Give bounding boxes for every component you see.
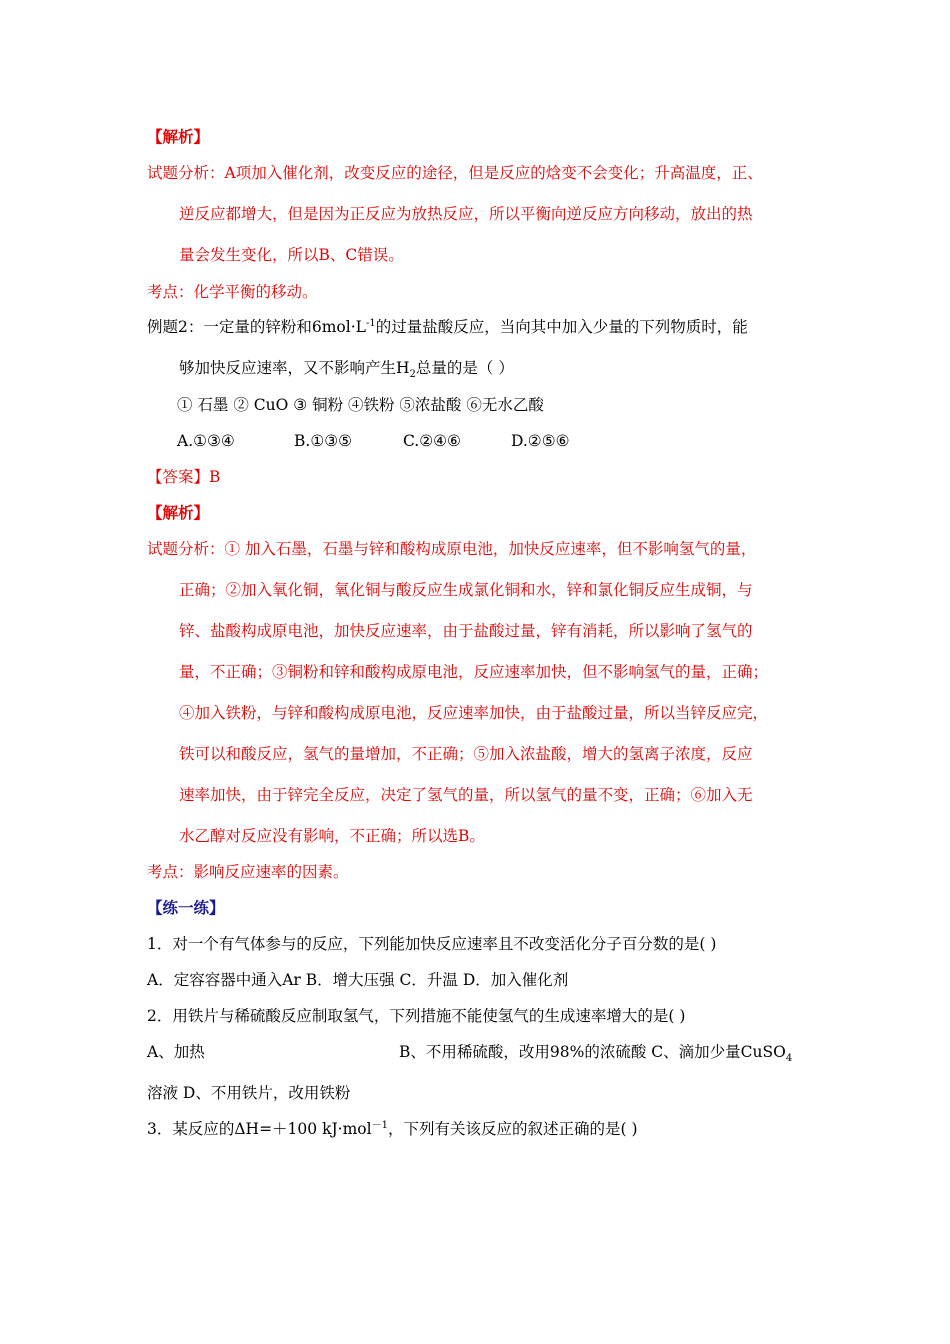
analysis-2-line-4: 量，不正确；③铜粉和锌和酸构成原电池，反应速率加快，但不影响氢气的量，正确； bbox=[179, 663, 769, 681]
practice-q2-options-bc-text: B、不用稀硫酸，改用98%的浓硫酸 C、滴加少量CuSO bbox=[399, 1043, 786, 1061]
practice-q1-options: A．定容容器中通入Ar B．增大压强 C．升温 D．加入催化剂 bbox=[147, 971, 569, 989]
superscript: －1 bbox=[371, 1119, 388, 1131]
practice-q3-text: 3．某反应的ΔH=＋100 kJ·mol bbox=[147, 1120, 372, 1138]
jiexi-heading-2: 【解析】 bbox=[147, 503, 210, 522]
example2-option-c: C.②④⑥ bbox=[403, 432, 461, 450]
kaodian-1: 考点：化学平衡的移动。 bbox=[147, 283, 318, 301]
example2-q1-text-end: 的过量盐酸反应，当向其中加入少量的下列物质时，能 bbox=[375, 318, 748, 336]
example2-question-line-1 bbox=[147, 317, 748, 337]
kaodian-2: 考点：影响反应速率的因素。 bbox=[147, 863, 349, 881]
superscript: -1 bbox=[365, 317, 376, 329]
analysis-2-line-8: 水乙醇对反应没有影响，不正确；所以选B。 bbox=[179, 827, 485, 845]
example2-items: ① 石墨 ② CuO ③ 铜粉 ④铁粉 ⑤浓盐酸 ⑥无水乙酸 bbox=[177, 396, 544, 414]
example2-q2-text: 够加快反应速率，又不影响产生H bbox=[179, 359, 410, 377]
answer-label: 【答案】B bbox=[147, 468, 221, 486]
analysis-2-line-6: 铁可以和酸反应，氢气的量增加，不正确；⑤加入浓盐酸，增大的氢离子浓度，反应 bbox=[179, 745, 753, 763]
practice-q2: 2．用铁片与稀硫酸反应制取氢气，下列措施不能使氢气的生成速率增大的是( ) bbox=[147, 1007, 686, 1025]
analysis-2-line-7: 速率加快，由于锌完全反应，决定了氢气的量，所以氢气的量不变，正确；⑥加入无 bbox=[179, 786, 753, 804]
example2-option-b: B.①③⑤ bbox=[294, 432, 353, 450]
jiexi-heading-1: 【解析】 bbox=[147, 127, 210, 146]
analysis-2-line-2: 正确；②加入氧化铜，氧化铜与酸反应生成氯化铜和水，锌和氯化铜反应生成铜，与 bbox=[179, 581, 753, 599]
analysis-2-line-5: ④加入铁粉，与锌和酸构成原电池，反应速率加快，由于盐酸过量，所以当锌反应完， bbox=[179, 704, 769, 722]
practice-q1: 1．对一个有气体参与的反应，下列能加快反应速率且不改变活化分子百分数的是( ) bbox=[147, 935, 717, 953]
practice-q2-options-bc bbox=[399, 1042, 793, 1065]
practice-q2-line-2: 溶液 D、不用铁片，改用铁粉 bbox=[147, 1084, 351, 1102]
analysis-1-line-2: 逆反应都增大，但是因为正反应为放热反应，所以平衡向逆反应方向移动，放出的热 bbox=[179, 205, 753, 223]
practice-q2-option-a: A、加热 bbox=[147, 1043, 205, 1061]
practice-q3-text-end: ，下列有关该反应的叙述正确的是( ) bbox=[387, 1120, 638, 1138]
analysis-1-line-3: 量会发生变化，所以B、C错误。 bbox=[179, 246, 404, 264]
analysis-2-line-3: 锌、盐酸构成原电池，加快反应速率，由于盐酸过量，锌有消耗，所以影响了氢气的 bbox=[179, 622, 753, 640]
subscript: 4 bbox=[785, 1053, 793, 1065]
example2-question-line-2 bbox=[179, 358, 514, 381]
example2-option-a: A.①③④ bbox=[177, 432, 235, 450]
example2-q1-text: 例题2：一定量的锌粉和6mol·L bbox=[147, 318, 366, 336]
practice-q3 bbox=[147, 1119, 638, 1139]
example2-option-d: D.②⑤⑥ bbox=[511, 432, 570, 450]
subscript: 2 bbox=[409, 369, 416, 381]
analysis-1-line-1: 试题分析：A项加入催化剂，改变反应的途径，但是反应的焓变不会变化；升高温度，正、 bbox=[147, 164, 763, 182]
analysis-2-line-1: 试题分析：① 加入石墨，石墨与锌和酸构成原电池，加快反应速率，但不影响氢气的量， bbox=[147, 540, 757, 558]
practice-heading: 【练一练】 bbox=[147, 898, 225, 917]
example2-q2-text-end: 总量的是（ ） bbox=[415, 359, 514, 377]
